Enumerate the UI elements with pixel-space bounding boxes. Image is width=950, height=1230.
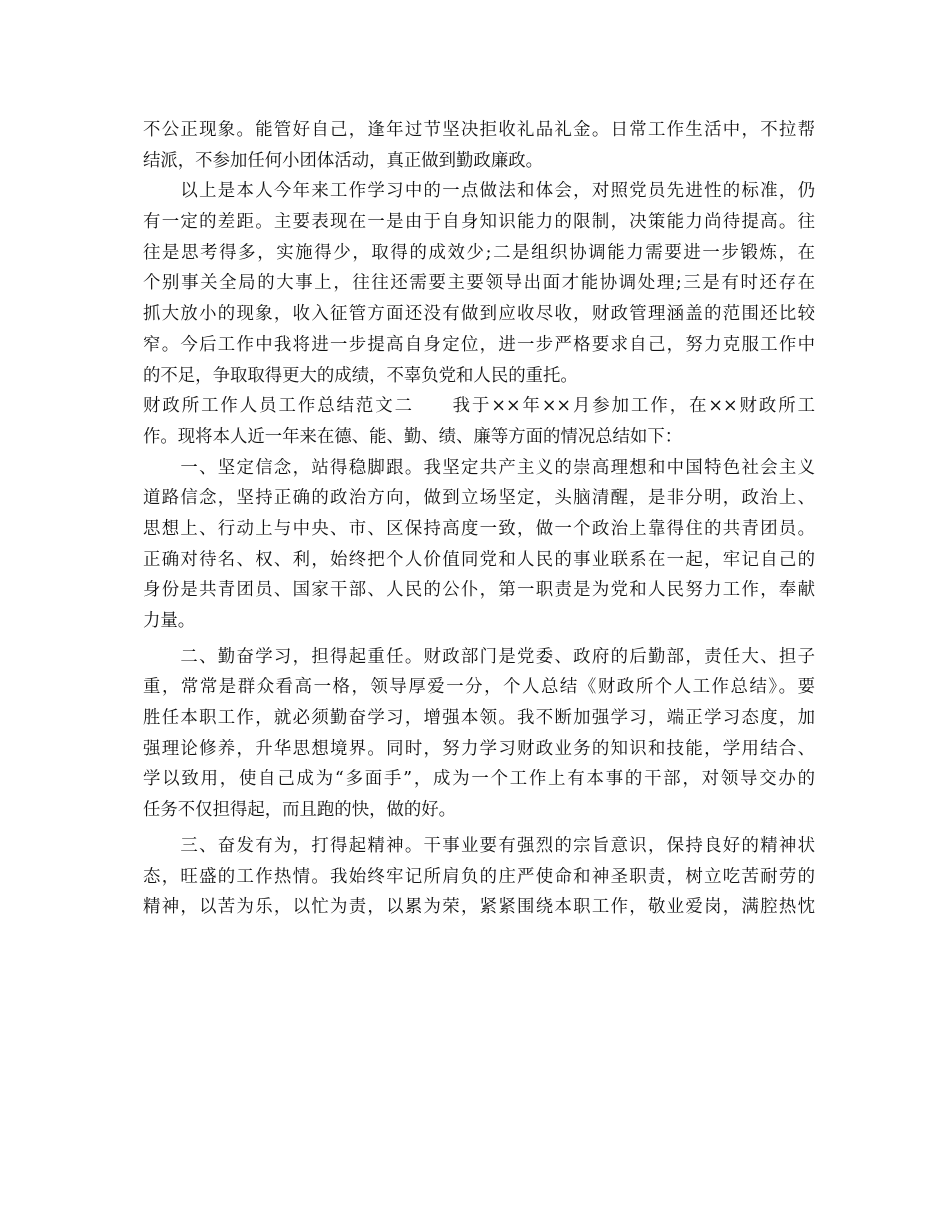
- text-line: 任务不仅担得起，而且跑的快，做的好。: [143, 800, 457, 821]
- text-line: 精神，以苦为乐，以忙为责，以累为荣，紧紧围绕本职工作，敬业爱岗，满腔热忱: [143, 897, 815, 918]
- text-line: 以上是本人今年来工作学习中的一点做法和体会，对照党员先进性的标准，仍: [143, 181, 815, 202]
- text-line: 道路信念，坚持正确的政治方向，做到立场坚定，头脑清醒，是非分明，政治上、: [143, 488, 815, 509]
- text-line: 有一定的差距。主要表现在一是由于自身知识能力的限制，决策能力尚待提高。往: [143, 212, 815, 233]
- text-line: 强理论修养，升华思想境界。同时，努力学习财政业务的知识和技能，学用结合、: [143, 738, 815, 759]
- text-line: 的不足，争取取得更大的成绩，不辜负党和人民的重托。: [143, 365, 578, 386]
- text-line: 财政所工作人员工作总结范文二 我于××年××月参加工作，在××财政所工: [143, 396, 815, 417]
- text-line: 三、奋发有为，打得起精神。干事业要有强烈的宗旨意识，保持良好的精神状: [143, 835, 815, 856]
- text-line: 态，旺盛的工作热情。我始终牢记所肩负的庄严使命和神圣职责，树立吃苦耐劳的: [143, 866, 815, 887]
- text-line: 不公正现象。能管好自己，逢年过节坚决拒收礼品礼金。日常工作生活中，不拉帮: [143, 120, 815, 140]
- text-line: 抓大放小的现象，收入征管方面还没有做到应收尽收，财政管理涵盖的范围还比较: [143, 304, 815, 325]
- text-line: 思想上、行动上与中央、市、区保持高度一致，做一个政治上靠得住的共青团员。: [143, 518, 815, 539]
- text-line: 正确对待名、权、利，始终把个人价值同党和人民的事业联系在一起，牢记自己的: [143, 549, 815, 570]
- text-line: 作。现将本人近一年来在德、能、勤、绩、廉等方面的情况总结如下：: [143, 426, 683, 447]
- text-line: 力量。: [143, 611, 196, 631]
- text-line: 身份是共青团员、国家干部、人民的公仆，第一职责是为党和人民努力工作，奉献: [143, 580, 815, 601]
- text-line: 窄。今后工作中我将进一步提高自身定位，进一步严格要求自己，努力克服工作中: [143, 334, 815, 355]
- text-line: 往是思考得多，实施得少，取得的成效少;二是组织协调能力需要进一步锻炼，在: [143, 242, 815, 263]
- text-line: 一、坚定信念，站得稳脚跟。我坚定共产主义的崇高理想和中国特色社会主义: [143, 457, 815, 478]
- text-line: 学以致用，使自己成为“多面手”，成为一个工作上有本事的干部，对领导交办的: [143, 769, 815, 790]
- text-line: 二、勤奋学习，担得起重任。财政部门是党委、政府的后勤部，责任大、担子: [143, 646, 815, 667]
- text-line: 胜任本职工作，就必须勤奋学习，增强本领。我不断加强学习，端正学习态度，加: [143, 708, 815, 729]
- text-line: 个别事关全局的大事上，往往还需要主要领导出面才能协调处理;三是有时还存在: [143, 273, 815, 294]
- text-line: 结派，不参加任何小团体活动，真正做到勤政廉政。: [143, 150, 543, 171]
- document-body-text: [143, 115, 815, 923]
- text-line: 重，常常是群众看高一格，领导厚爱一分，个人总结《财政所个人工作总结》。要: [143, 677, 815, 698]
